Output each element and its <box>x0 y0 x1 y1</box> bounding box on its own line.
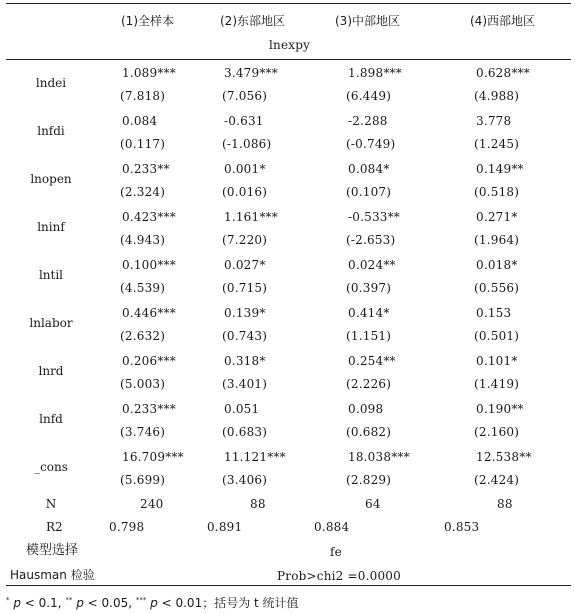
t-statistic-cell: (3.746) <box>120 425 166 439</box>
t-statistic-cell: (3.401) <box>222 377 268 391</box>
coefficient-cell: 12.538** <box>476 450 532 464</box>
footnote-marker-3: *** <box>135 596 147 604</box>
t-statistic-cell: (0.397) <box>346 281 392 295</box>
hausman-label: Hausman 检验 <box>10 568 95 582</box>
t-statistic-cell: (4.539) <box>120 281 166 295</box>
t-statistic-cell: (0.556) <box>474 281 520 295</box>
col-header-1: (1)全样本 <box>121 14 174 28</box>
t-statistic-cell: (0.501) <box>474 329 520 343</box>
coefficient-cell: 0.233** <box>122 162 170 176</box>
coefficient-cell: 0.233*** <box>122 402 176 416</box>
t-statistic-cell: (-0.749) <box>346 137 396 151</box>
hausman-value: Prob>chi2 =0.0000 <box>277 569 401 583</box>
footnote-p-1: p <box>13 596 21 610</box>
row-label-lnrd: lnrd <box>38 364 64 378</box>
n-value-3: 64 <box>365 497 381 511</box>
t-statistic-cell: (0.743) <box>222 329 268 343</box>
coefficient-cell: 0.318* <box>224 354 266 368</box>
bottom-rule <box>6 585 571 586</box>
t-statistic-cell: (3.406) <box>222 473 268 487</box>
t-statistic-cell: (0.683) <box>222 425 268 439</box>
coefficient-cell: 0.101* <box>476 354 518 368</box>
row-label-lnfd: lnfd <box>39 412 63 426</box>
t-statistic-cell: (7.056) <box>222 89 268 103</box>
model-selection-label: 模型选择 <box>26 543 79 558</box>
n-value-4: 88 <box>497 497 513 511</box>
coefficient-cell: 0.423*** <box>122 210 176 224</box>
t-statistic-cell: (4.943) <box>120 233 166 247</box>
coefficient-cell: 0.271* <box>476 210 518 224</box>
coefficient-cell: -0.533** <box>348 210 401 224</box>
coefficient-cell: 0.100*** <box>122 258 176 272</box>
coefficient-cell: 0.446*** <box>122 306 176 320</box>
dependent-variable: lnexpy <box>269 38 311 52</box>
t-statistic-cell: (1.419) <box>474 377 520 391</box>
t-statistic-cell: (2.324) <box>120 185 166 199</box>
r2-value-4: 0.853 <box>444 520 480 534</box>
t-statistic-cell: (7.818) <box>120 89 166 103</box>
footnote-marker-2: ** <box>65 596 73 604</box>
coefficient-cell: 0.414* <box>348 306 390 320</box>
r2-value-1: 0.798 <box>109 520 145 534</box>
footnote-text-3: < 0.01；括号为 t 统计值 <box>157 596 299 610</box>
col-header-2: (2)东部地区 <box>220 14 285 28</box>
row-label-lnopen: lnopen <box>30 172 72 186</box>
coefficient-cell: 18.038*** <box>348 450 410 464</box>
r2-value-3: 0.884 <box>314 520 350 534</box>
t-statistic-cell: (2.829) <box>346 473 392 487</box>
t-statistic-cell: (0.016) <box>222 185 268 199</box>
top-rule <box>6 3 571 4</box>
header-rule <box>6 59 571 60</box>
t-statistic-cell: (0.107) <box>346 185 392 199</box>
t-statistic-cell: (1.245) <box>474 137 520 151</box>
coefficient-cell: 0.628*** <box>476 66 530 80</box>
coefficient-cell: 0.139* <box>224 306 266 320</box>
coefficient-cell: 0.149** <box>476 162 524 176</box>
t-statistic-cell: (0.682) <box>346 425 392 439</box>
coefficient-cell: 0.153 <box>476 306 512 320</box>
coefficient-cell: 0.001* <box>224 162 266 176</box>
row-label-lninf: lninf <box>37 220 65 234</box>
t-statistic-cell: (5.003) <box>120 377 166 391</box>
t-statistic-cell: (5.699) <box>120 473 166 487</box>
t-statistic-cell: (1.964) <box>474 233 520 247</box>
t-statistic-cell: (2.160) <box>474 425 520 439</box>
coefficient-cell: 0.018* <box>476 258 518 272</box>
footnote-marker-1: * <box>6 596 10 604</box>
t-statistic-cell: (-1.086) <box>222 137 272 151</box>
model-selection-value: fe <box>330 545 342 559</box>
coefficient-cell: 0.084* <box>348 162 390 176</box>
t-statistic-cell: (2.424) <box>474 473 520 487</box>
coefficient-cell: 3.479*** <box>224 66 278 80</box>
coefficient-cell: 0.190** <box>476 402 524 416</box>
row-label-lntil: lntil <box>38 268 64 282</box>
t-statistic-cell: (4.988) <box>474 89 520 103</box>
coefficient-cell: 0.024** <box>348 258 396 272</box>
coefficient-cell: 0.206*** <box>122 354 176 368</box>
r2-value-2: 0.891 <box>207 520 243 534</box>
coefficient-cell: 1.898*** <box>348 66 402 80</box>
t-statistic-cell: (-2.653) <box>346 233 396 247</box>
r2-label: R2 <box>46 520 63 534</box>
col-header-3: (3)中部地区 <box>335 14 400 28</box>
significance-footnote <box>6 594 299 611</box>
row-label-cons: _cons <box>34 460 68 474</box>
row-label-lndei: lndei <box>35 76 67 90</box>
coefficient-cell: 0.254** <box>348 354 396 368</box>
t-statistic-cell: (6.449) <box>346 89 392 103</box>
coefficient-cell: -0.631 <box>224 114 264 128</box>
t-statistic-cell: (7.220) <box>222 233 268 247</box>
t-statistic-cell: (0.518) <box>474 185 520 199</box>
coefficient-cell: 16.709*** <box>122 450 184 464</box>
coefficient-cell: 1.089*** <box>122 66 176 80</box>
row-label-lnlabor: lnlabor <box>29 316 73 330</box>
t-statistic-cell: (0.117) <box>120 137 166 151</box>
n-value-2: 88 <box>250 497 266 511</box>
footnote-text-2: < 0.05, <box>83 596 136 610</box>
footnote-p-2: p <box>76 596 84 610</box>
t-statistic-cell: (1.151) <box>346 329 392 343</box>
t-statistic-cell: (2.226) <box>346 377 392 391</box>
t-statistic-cell: (0.715) <box>222 281 268 295</box>
n-value-1: 240 <box>140 497 164 511</box>
coefficient-cell: 0.084 <box>122 114 158 128</box>
n-label: N <box>45 497 57 511</box>
row-label-lnfdi: lnfdi <box>37 124 65 138</box>
footnote-text-1: < 0.1, <box>20 596 66 610</box>
coefficient-cell: 11.121*** <box>224 450 286 464</box>
coefficient-cell: 0.051 <box>224 402 260 416</box>
col-header-4: (4)西部地区 <box>470 14 535 28</box>
coefficient-cell: 0.027* <box>224 258 266 272</box>
footnote-p-3: p <box>150 596 158 610</box>
coefficient-cell: -2.288 <box>348 114 388 128</box>
t-statistic-cell: (2.632) <box>120 329 166 343</box>
coefficient-cell: 0.098 <box>348 402 384 416</box>
coefficient-cell: 1.161*** <box>224 210 278 224</box>
coefficient-cell: 3.778 <box>476 114 512 128</box>
